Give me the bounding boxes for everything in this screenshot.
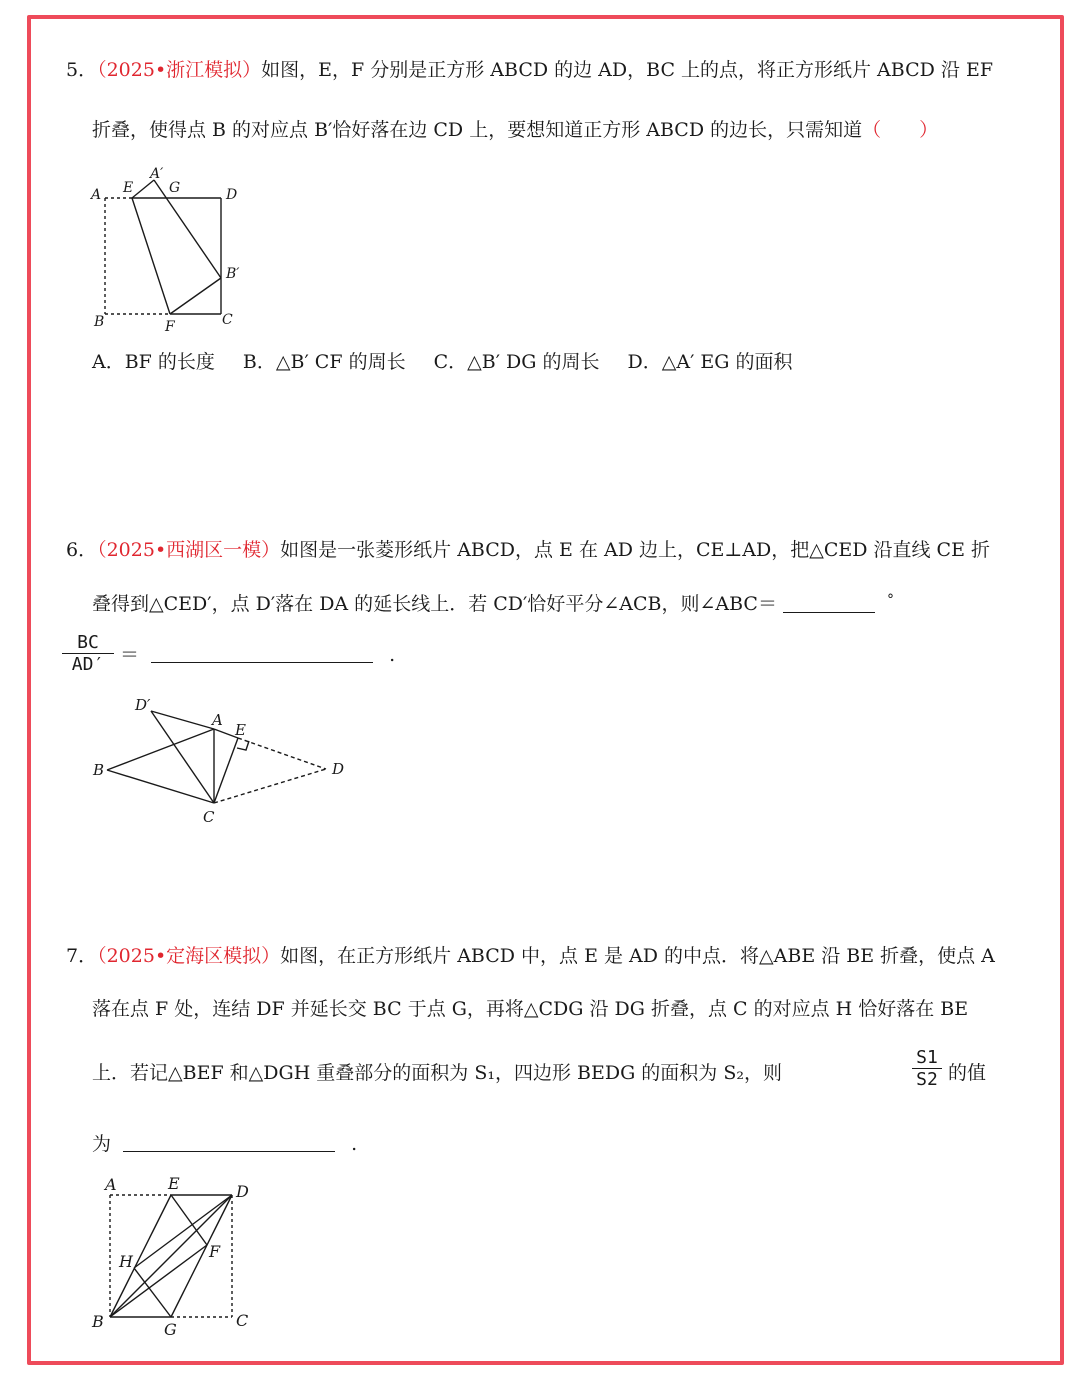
q6-angle-answer-blank[interactable] xyxy=(783,594,875,613)
q5-label-A-prime: A′ xyxy=(150,166,164,182)
q7-label-B: B xyxy=(92,1312,104,1331)
q7-text1: 如图，在正方形纸片 ABCD 中，点 E 是 AD 的中点．将△ABE 沿 BE 折叠，使点 A xyxy=(280,945,995,967)
q7-line1 xyxy=(66,947,995,966)
q5-number: 5． xyxy=(66,59,98,81)
q7-label-D: D xyxy=(236,1182,249,1201)
q6-label-D-prime: D′ xyxy=(135,696,151,714)
q7-label-G: G xyxy=(164,1320,177,1339)
q7-text4: 为 xyxy=(92,1133,112,1155)
q6-label-C: C xyxy=(203,808,215,826)
q6-period: . xyxy=(389,644,396,666)
q6-text1: 如图是一张菱形纸片 ABCD，点 E 在 AD 边上，CE⊥AD，把△CED 沿直线 CE 折 xyxy=(280,539,990,561)
q7-label-H: H xyxy=(119,1252,133,1271)
q7-tail: 的值 xyxy=(948,1062,987,1084)
q7-label-E: E xyxy=(168,1174,180,1193)
q6-label-B: B xyxy=(93,761,105,779)
q5-answer-paren: （ ） xyxy=(862,119,939,141)
q7-frac-denominator: S2 xyxy=(912,1068,942,1090)
q5-label-E: E xyxy=(123,180,134,196)
q7-line2 xyxy=(92,1000,968,1019)
q7-ratio-fraction xyxy=(912,1047,942,1090)
q5-options xyxy=(92,353,821,372)
q6-number: 6． xyxy=(66,539,98,561)
q5-label-D: D xyxy=(226,187,238,203)
q5-option-c[interactable]: C．△B′ DG 的周长 xyxy=(433,351,600,373)
q6-line1 xyxy=(66,541,990,560)
q6-label-A: A xyxy=(212,711,223,729)
q7-line3 xyxy=(92,1064,782,1083)
q5-option-a[interactable]: A．BF 的长度 xyxy=(92,351,215,373)
q5-label-A: A xyxy=(91,187,102,203)
q6-ratio-line xyxy=(120,646,395,665)
q6-degree-sign: ° xyxy=(887,592,895,608)
q7-label-F: F xyxy=(209,1242,221,1261)
q5-option-b[interactable]: B．△B′ CF 的周长 xyxy=(242,351,406,373)
q7-source: （2025•定海区模拟） xyxy=(97,945,281,967)
q7-frac-numerator: S1 xyxy=(916,1047,938,1068)
q5-line1 xyxy=(66,61,993,80)
q5-option-d[interactable]: D．△A′ EG 的面积 xyxy=(627,351,793,373)
q7-answer-blank[interactable] xyxy=(123,1135,335,1152)
q5-source: （2025•浙江模拟） xyxy=(97,59,262,81)
q7-label-C: C xyxy=(236,1311,249,1330)
q5-label-B: B xyxy=(94,314,105,330)
q7-text3: 上．若记△BEF 和△DGH 重叠部分的面积为 S₁，四边形 BEDG 的面积为 S₂，则 xyxy=(92,1062,782,1084)
q7-figure xyxy=(85,1175,265,1345)
q6-frac-denominator: AD′ xyxy=(62,653,114,675)
q5-text1: 如图，E，F 分别是正方形 ABCD 的边 AD，BC 上的点，将正方形纸片 ABCD 沿 EF xyxy=(261,59,994,81)
q7-text2: 落在点 F 处，连结 DF 并延长交 BC 于点 G，再将△CDG 沿 DG 折叠，点 C 的对应点 H 恰好落在 BE xyxy=(92,998,969,1020)
q5-text2: 折叠，使得点 B 的对应点 B′恰好落在边 CD 上，要想知道正方形 ABCD 的边长，只需知道 xyxy=(92,119,863,141)
q6-ratio-answer-blank[interactable] xyxy=(151,646,373,663)
q5-label-B-prime: B′ xyxy=(226,266,240,282)
q5-figure xyxy=(80,160,260,340)
q5-line2 xyxy=(92,121,938,140)
q7-number: 7． xyxy=(66,945,98,967)
q7-line3-tail xyxy=(948,1064,986,1083)
q5-label-C: C xyxy=(222,312,233,328)
q6-equals: ＝ xyxy=(120,644,140,666)
q6-label-D: D xyxy=(332,760,345,778)
q6-text2: 叠得到△CED′，点 D′落在 DA 的延长线上．若 CD′恰好平分∠ACB，则∠ABC＝ xyxy=(92,593,777,615)
q5-label-F: F xyxy=(165,319,175,335)
q6-source: （2025•西湖区一模） xyxy=(97,539,281,561)
q6-frac-numerator: BC xyxy=(77,632,99,653)
q6-figure xyxy=(85,690,355,830)
q6-line2 xyxy=(92,593,894,614)
q7-period: . xyxy=(351,1133,358,1155)
q6-label-E: E xyxy=(235,721,246,739)
q6-ratio-fraction xyxy=(62,632,114,675)
q5-label-G: G xyxy=(169,180,181,196)
q7-line4 xyxy=(92,1135,357,1154)
q7-label-A: A xyxy=(105,1175,117,1194)
